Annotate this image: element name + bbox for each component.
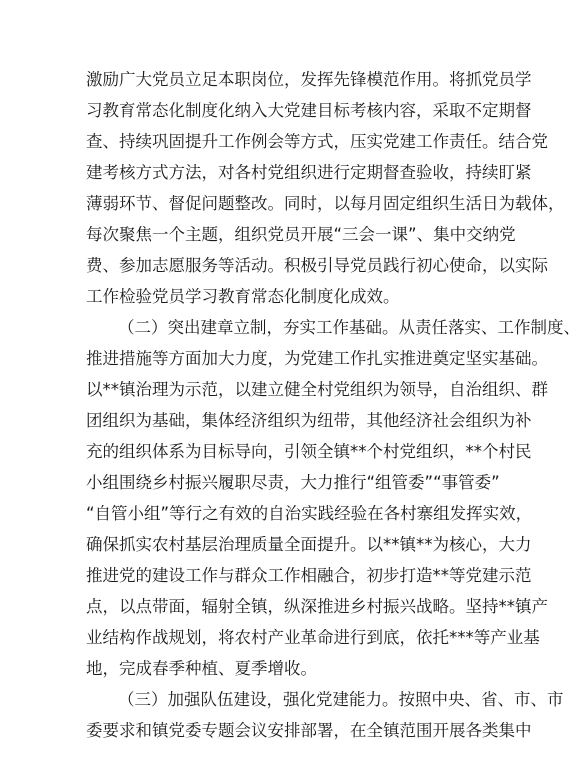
paragraph-2-line-9: 推进党的建设工作与群众工作相融合，初步打造**等党建示范 (86, 566, 532, 585)
paragraph-2-line-6: 小组围绕乡村振兴履职尽责，大力推行“组管委”“事管委” (86, 473, 500, 492)
paragraph-2-line-11: 业结构作战规划，将农村产业革命进行到底，依托***等产业基 (86, 628, 540, 647)
paragraph-1-line-6: 每次聚焦一个主题，组织党员开展“三会一课”、集中交纳党 (86, 225, 516, 244)
paragraph-1-line-7: 费、参加志愿服务等活动。积极引导党员践行初心使命，以实际 (86, 256, 548, 275)
paragraph-2-line-5: 充的组织体系为目标导向，引领全镇**个村党组织，**个村民 (86, 442, 532, 461)
paragraph-2-line-8: 确保抓实农村基层治理质量全面提升。以**镇**为核心，大力 (86, 535, 532, 554)
paragraph-3-line-1: （三）加强队伍建设，强化党建能力。按照中央、省、市、市 (118, 690, 564, 709)
paragraph-2-line-4: 团组织为基础，集体经济组织为纽带，其他经济社会组织为补 (86, 411, 532, 430)
paragraph-1-line-5: 薄弱环节、督促问题整改。同时，以每月固定组织生活日为载体， (86, 194, 565, 213)
paragraph-2-line-2: 推进措施等方面加大力度，为党建工作扎实推进奠定坚实基础。 (86, 349, 548, 368)
paragraph-2-line-12: 地，完成春季种植、夏季增收。 (86, 659, 317, 678)
paragraph-2-line-7: “自管小组”等行之有效的自治实践经验在各村寨组发挥实效， (86, 504, 533, 523)
paragraph-3-line-2: 委要求和镇党委专题会议安排部署，在全镇范围开展各类集中 (86, 721, 532, 740)
paragraph-2-line-10: 点，以点带面，辐射全镇，纵深推进乡村振兴战略。坚持**镇产 (86, 597, 548, 616)
paragraph-1-line-8: 工作检验党员学习教育常态化制度化成效。 (86, 287, 400, 306)
paragraph-1-line-2: 习教育常态化制度化纳入大党建目标考核内容，采取不定期督 (86, 101, 532, 120)
paragraph-1-line-4: 建考核方式方法，对各村党组织进行定期督查验收，持续盯紧 (86, 163, 532, 182)
paragraph-1-line-1: 激励广大党员立足本职岗位，发挥先锋模范作用。将抓党员学 (86, 70, 532, 89)
paragraph-1-line-3: 查、持续巩固提升工作例会等方式，压实党建工作责任。结合党 (86, 132, 548, 151)
paragraph-2-line-1: （二）突出建章立制，夯实工作基础。从责任落实、工作制度、 (118, 318, 580, 337)
paragraph-2-line-3: 以**镇治理为示范，以建立健全村党组织为领导，自治组织、群 (86, 380, 548, 399)
